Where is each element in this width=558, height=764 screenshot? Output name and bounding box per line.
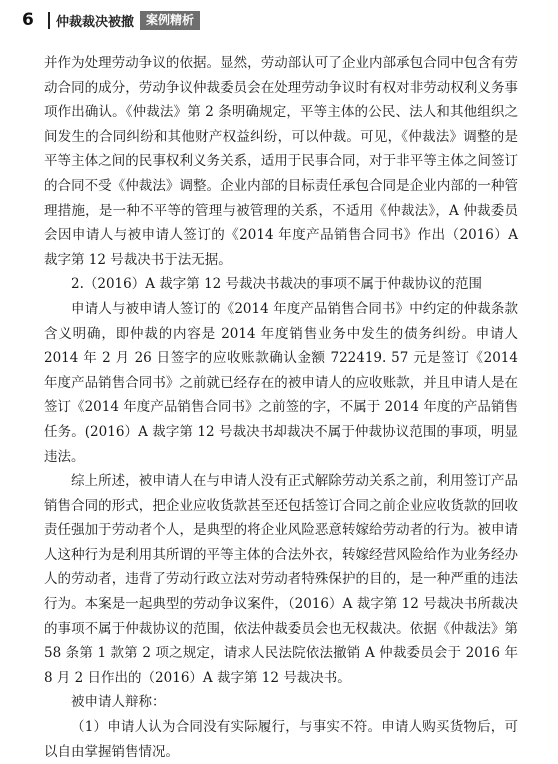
page-number: 6 xyxy=(22,10,34,30)
subsection-heading: 2.（2016）A 裁字第 12 号裁决书裁决的事项不属于仲裁协议的范围 xyxy=(71,276,483,293)
paragraph-continued: 并作为处理劳动争议的依据。显然，劳动部认可了企业内部承包合同中包含有劳动合同的成分，劳动争议仲裁委员会在处理劳动争议时有权对非劳动权利义务事项作出确认。《仲裁法》第 2 条明确规定，平等主体的公民、法人和其他组织之间发生的合同纠纷和其他财产权益纠纷，可以仲裁。可见，《仲裁法》调整的是平等主体之间的民事权利义务关系，适用于民事合同，对于非平等主体之间签订的合同不受《仲裁法》调整。企业内部的目标责任承包合同是企业内部的一种管理措施，是一种不平等的管理与被管理的关系，不适用《仲裁法》，A 仲裁委员会因申请人与被申请人签订的《2014 年度产品销售合同书》作出（2016）A 裁字第 12 号裁决书于法无据。 xyxy=(44,55,518,268)
respondent-heading: 被申请人辩称： xyxy=(71,694,166,711)
header-divider xyxy=(48,12,50,29)
section-tag: 案例精析 xyxy=(140,11,200,30)
book-title: 仲裁裁决被撤 xyxy=(56,14,135,30)
paragraph-defense-1: （1）申请人认为合同没有实际履行，与事实不符。申请人购买货物后，可以自由掌握销售情况。 xyxy=(44,719,518,760)
page-body xyxy=(44,51,518,764)
paragraph-conclusion: 综上所述，被申请人在与申请人没有正式解除劳动关系之前，利用签订产品销售合同的形式，把企业应收货款甚至还包括签订合同之前企业应收货款的回收责任强加于劳动者个人，是典型的将企业风险恶意转嫁给劳动者的行为。被申请人这种行为是利用其所谓的平等主体的合法外衣，转嫁经营风险给作为业务经办人的劳动者，违背了劳动行政立法对劳动者特殊保护的目的，是一种严重的违法行为。本案是一起典型的劳动争议案件，（2016）A 裁字第 12 号裁决书所裁决的事项不属于仲裁协议的范围，依法仲裁委员会也无权裁决。依据《仲裁法》第 58 条第 1 款第 2 项之规定，请求人民法院依法撤销 A 仲裁委员会于 2016 年 8 月 2 日作出的（2016）A 裁字第 12 号裁决书。 xyxy=(44,473,518,686)
paragraph: 申请人与被申请人签订的《2014 年度产品销售合同书》中约定的仲裁条款含义明确，即仲裁的内容是 2014 年度销售业务中发生的债务纠纷。申请人 2014 年 2 月 26 日签字的应收账款确认金额 722419. 57 元是签订《2014 年度产品销售合同书》之前就已经存在的被申请人的应收账款，并且申请人是在签订《2014 年度产品销售合同书》之前签的字，不属于 2014 年度的产品销售任务。(2016）A 裁字第 12 号裁决书却裁决不属于仲裁协议范围的事项，明显违法。 xyxy=(44,300,518,465)
page-header xyxy=(22,10,200,30)
